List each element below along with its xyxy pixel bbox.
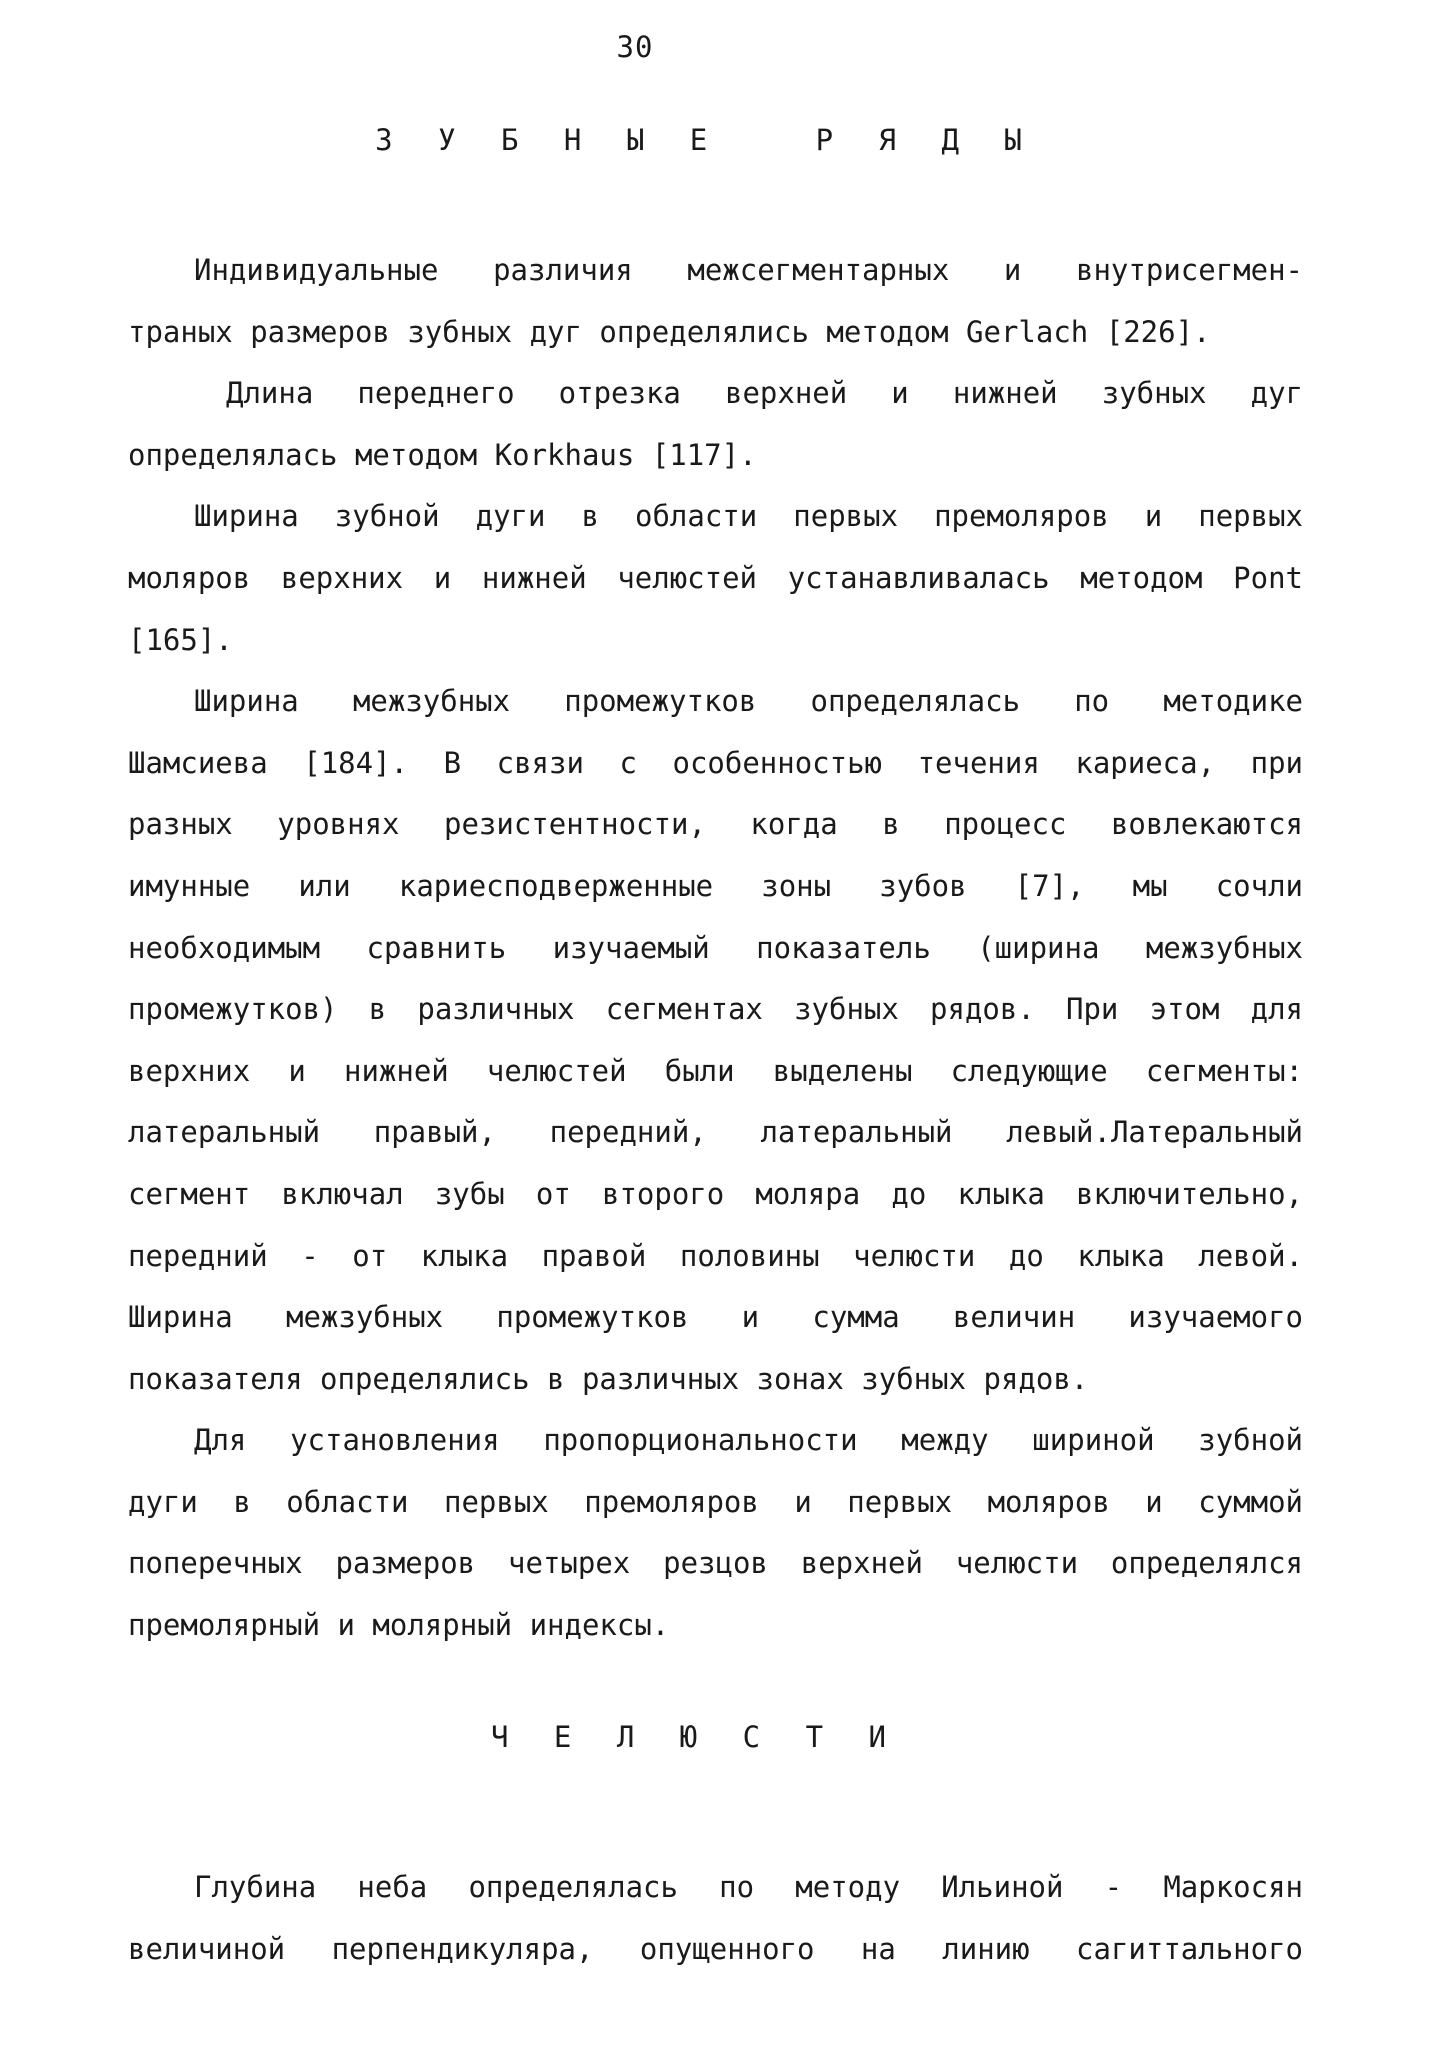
section-body-dental-rows: [128, 240, 1303, 1657]
text-line: Ширина межзубных промежутков и сумма величин изучаемого: [128, 1300, 1303, 1335]
text-line: верхних и нижней челюстей были выделены следующие сегменты:: [128, 1053, 1303, 1088]
text-line: разных уровнях резистентности, когда в процесс вовлекаются: [128, 807, 1303, 842]
text-line: Ширина зубной дуги в области первых премоляров и первых: [194, 499, 1303, 534]
text-line: передний - от клыка правой половины челюсти до клыка левой.: [128, 1238, 1303, 1273]
text-line: Для установления пропорциональности между шириной зубной: [194, 1423, 1303, 1458]
text-line: поперечных размеров четырех резцов верхней челюсти определялся: [128, 1546, 1303, 1581]
text-line: имунные или кариесподверженные зоны зубов [7], мы сочли: [128, 868, 1303, 903]
text-line: [165].: [128, 622, 233, 657]
text-line: Шамсиева [184]. В связи с особенностью течения кариеса, при: [128, 745, 1303, 780]
text-line: промежутков) в различных сегментах зубных рядов. При этом для: [128, 992, 1303, 1027]
text-line: Ширина межзубных промежутков определялась по методике: [194, 684, 1303, 719]
text-line: премолярный и молярный индексы.: [128, 1608, 670, 1643]
page-number: 30: [616, 30, 654, 64]
text-line: Индивидуальные различия межсегментарных и внутрисегмен-: [194, 253, 1303, 287]
section-body-jaws: [128, 1857, 1303, 1980]
text-line: Длина переднего отрезка верхней и нижней зубных дуг: [226, 376, 1303, 411]
text-line: траных размеров зубных дуг определялись методом Gerlach [226].: [128, 314, 1211, 349]
text-line: дуги в области первых премоляров и первых моляров и суммой: [128, 1484, 1303, 1519]
text-line: сегмент включал зубы от второго моляра до клыка включительно,: [128, 1176, 1303, 1211]
text-line: величиной перпендикуляра, опущенного на линию сагиттального: [128, 1931, 1303, 1966]
section-title-jaws: Ч Е Л Ю С Т И: [491, 1720, 900, 1754]
text-line: показателя определялись в различных зонах зубных рядов.: [128, 1361, 1089, 1396]
text-line: латеральный правый, передний, латеральный левый.Латеральный: [128, 1115, 1303, 1150]
text-line: необходимым сравнить изучаемый показатель (ширина межзубных: [128, 930, 1303, 965]
text-line: Глубина неба определялась по методу Ильиной - Маркосян: [194, 1870, 1303, 1904]
section-title-dental-rows: З У Б Н Ы Е Р Я Д Ы: [375, 123, 1036, 157]
text-line: моляров верхних и нижней челюстей устанавливалась методом Pont: [128, 560, 1303, 595]
text-line: определялась методом Korkhaus [117].: [128, 437, 757, 472]
